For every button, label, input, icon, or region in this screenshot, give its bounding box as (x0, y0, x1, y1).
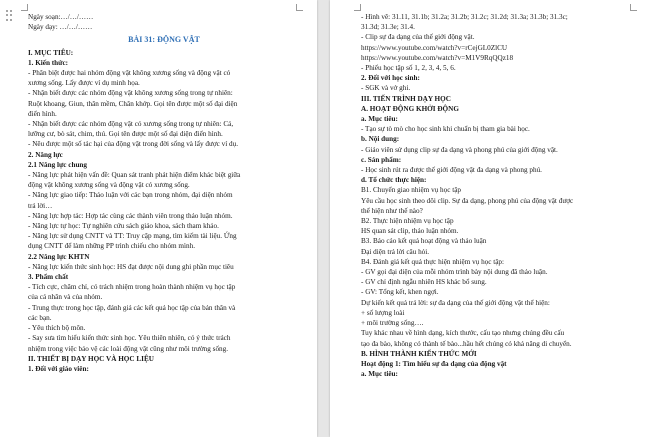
text-line: Ngày dạy: …/…/…… (28, 23, 93, 32)
text-line: - SGK và vở ghi. (361, 84, 411, 93)
section-heading: c. Sản phẩm: (361, 155, 402, 164)
text-line: Ruột khoang, Giun, thân mềm, Chân khớp. Gọi tên được một số đại diện (28, 99, 238, 108)
text-line: - GV: Tổng kết, khen ngợi. (361, 288, 439, 297)
document-page-left (0, 0, 317, 437)
text-line: HS quan sát clip, thảo luận nhóm. (361, 227, 459, 236)
text-line: - Năng lực tự học: Tự nghiên cứu sách giáo khoa, sách tham khảo. (28, 222, 219, 231)
text-line: Ngày soạn:…/…/…… (28, 13, 94, 21)
text-line: - Năng lực sử dụng CNTT và TT: Truy cập mạng, tìm kiếm tài liệu. Ứng (28, 232, 237, 241)
document-title: BÀI 31: ĐỘNG VẬT (128, 35, 200, 45)
text-line: https://www.youtube.com/watch?v=rCejGL0ZlCU (361, 43, 508, 52)
section-heading: I. MỤC TIÊU: (28, 48, 74, 57)
text-line: dụng CNTT để làm những PP trình chiếu cho nhóm mình. (28, 242, 195, 251)
text-line: - Phiếu học tập số 1, 2, 3, 4, 5, 6. (361, 64, 456, 73)
text-line: - Yêu thích bộ môn. (28, 324, 86, 333)
section-heading: b. Nội dung: (361, 135, 400, 144)
section-heading: 2. Năng lực (28, 150, 63, 159)
text-line: B1. Chuyển giao nhiệm vụ học tập (361, 186, 462, 195)
text-line: - Clip sự đa dạng của thế giới động vật. (361, 33, 475, 42)
text-line: điển hình. (28, 109, 57, 118)
text-line: các bạn. (28, 313, 52, 322)
text-line: - Năng lực phát hiện vấn đề: Quan sát tranh phát hiện điểm khác biệt giữa (28, 171, 241, 180)
section-heading: 1. Kiến thức: (28, 58, 69, 67)
text-line: 31.3d; 31.3e; 31.4. (361, 23, 415, 32)
section-heading: 3. Phẩm chất (28, 273, 69, 282)
text-line: lưỡng cư, bò sát, chim, thú. Gọi tên được một số đại diện điển hình. (28, 130, 223, 139)
text-line: Đại diện trả lời câu hỏi. (361, 247, 430, 256)
text-line: https://www.youtube.com/watch?v=M1V9RqQQz18 (361, 53, 514, 62)
text-line: thể hiện như thế nào? (361, 206, 423, 215)
margin-corner-mark (21, 4, 28, 11)
margin-corner-mark (296, 4, 303, 11)
margin-corner-mark (630, 4, 637, 11)
text-line: - Nhận biết được các nhóm động vật không xương sống trong tự nhiên: (28, 89, 233, 98)
text-line: + số lượng loài (361, 308, 405, 317)
text-line: trả lời… (28, 201, 53, 210)
text-line: B4. Đánh giá kết quả thực hiện nhiệm vụ học tập: (361, 257, 505, 266)
text-line: B3. Báo cáo kết quả hoạt động và thảo luận (361, 237, 487, 246)
text-line: - Say sưa tìm hiểu kiến thức sinh học. Yêu thiên nhiên, có ý thức trách (28, 334, 231, 343)
margin-corner-mark (354, 4, 361, 11)
section-heading: II. THIẾT BỊ DẠY HỌC VÀ HỌC LIỆU (28, 354, 154, 363)
text-line: - Phân biệt được hai nhóm động vật không xương sống và động vật có (28, 69, 231, 78)
text-line: B2. Thực hiện nhiệm vụ học tập (361, 217, 454, 226)
right-page-text[interactable] (361, 12, 633, 379)
text-line: xương sống. Lấy được ví dụ minh họa. (28, 79, 140, 88)
section-heading: d. Tổ chức thực hiện: (361, 176, 427, 185)
section-heading: a. Mục tiêu: (361, 370, 398, 379)
text-line: Dự kiến kết quả trả lời: sự đa dạng của thế giới động vật thể hiện: (361, 298, 550, 307)
text-line: - Trung thực trong học tập, đánh giá các kết quả học tập của bản thân và (28, 303, 236, 312)
document-page-right (330, 0, 650, 437)
text-line: - GV chỉ định ngẫu nhiên HS khác bổ sung. (361, 278, 487, 287)
section-heading: 1. Đối với giáo viên: (28, 364, 89, 373)
section-heading: 2.1 Năng lực chung (28, 160, 88, 169)
section-heading: a. Mục tiêu: (361, 115, 398, 124)
section-heading: Hoạt động 1: Tìm hiểu sự đa dạng của động vật (361, 359, 507, 368)
text-line: Yêu cầu học sinh theo dõi clip. Sự đa dạng, phong phú của động vật được (361, 196, 574, 205)
text-line: của cá nhân và của nhóm. (28, 293, 103, 302)
text-line: - Năng lực hợp tác: Hợp tác cùng các thành viên trong thảo luận nhóm. (28, 211, 233, 220)
text-line: - Giáo viên sử dụng clip sự đa dạng và phong phú của giới động vật. (361, 145, 558, 154)
left-page-text[interactable] (28, 12, 300, 374)
text-line: - Học sinh rút ra được thế giới động vật đa dạng và phong phú. (361, 166, 542, 175)
text-line: - Tích cực, chăm chỉ, có trách nhiệm trong hoàn thành nhiệm vụ học tập (28, 283, 236, 292)
text-line: tạo đa bào, không có thành tế bào...hầu hết chúng có khả năng di chuyển. (361, 339, 572, 348)
text-line: - Nhận biết được các nhóm động vật có xương sống trong tự nhiên: Cá, (28, 120, 234, 129)
section-heading: 2. Đối với học sinh: (361, 74, 420, 83)
drag-handle-icon[interactable] (6, 10, 14, 22)
text-line: - GV gọi đại diện của mỗi nhóm trình bày nội dung đã thảo luận. (361, 268, 548, 277)
text-line: Tuy khác nhau về hình dạng, kích thước, cấu tạo nhưng chúng đều cấu (361, 329, 565, 338)
text-line: - Năng lực kiến thức sinh học: HS đạt được nội dung ghi phần mục tiêu (28, 262, 234, 271)
section-heading: 2.2 Năng lực KHTN (28, 252, 90, 261)
text-line: + môi trường sống…. (361, 319, 424, 328)
text-line: - Năng lực giao tiếp: Thảo luận với các bạn trong nhóm, đại diện nhóm (28, 191, 233, 200)
text-line: - Nêu được một số tác hại của động vật trong đời sống và lấy được ví dụ. (28, 140, 239, 149)
text-line: động vật không xương sống và động vật có xương sống. (28, 181, 190, 190)
text-line: nhiệm trong việc bảo vệ các loài động vật cũng như môi trường sống. (28, 344, 229, 353)
section-heading: B. HÌNH THÀNH KIẾN THỨC MỚI (361, 349, 477, 358)
text-line: - Tạo sự tò mò cho học sinh khi chuẩn bị tham gia bài học. (361, 125, 530, 134)
section-heading: A. HOẠT ĐỘNG KHỞI ĐỘNG (361, 104, 459, 113)
text-line: - Hình vẽ: 31.11, 31.1b; 31.2a; 31.2b; 31.2c; 31.2d; 31.3a; 31.3b; 31.3c; (361, 13, 568, 21)
section-heading: III. TIẾN TRÌNH DẠY HỌC (361, 94, 451, 103)
